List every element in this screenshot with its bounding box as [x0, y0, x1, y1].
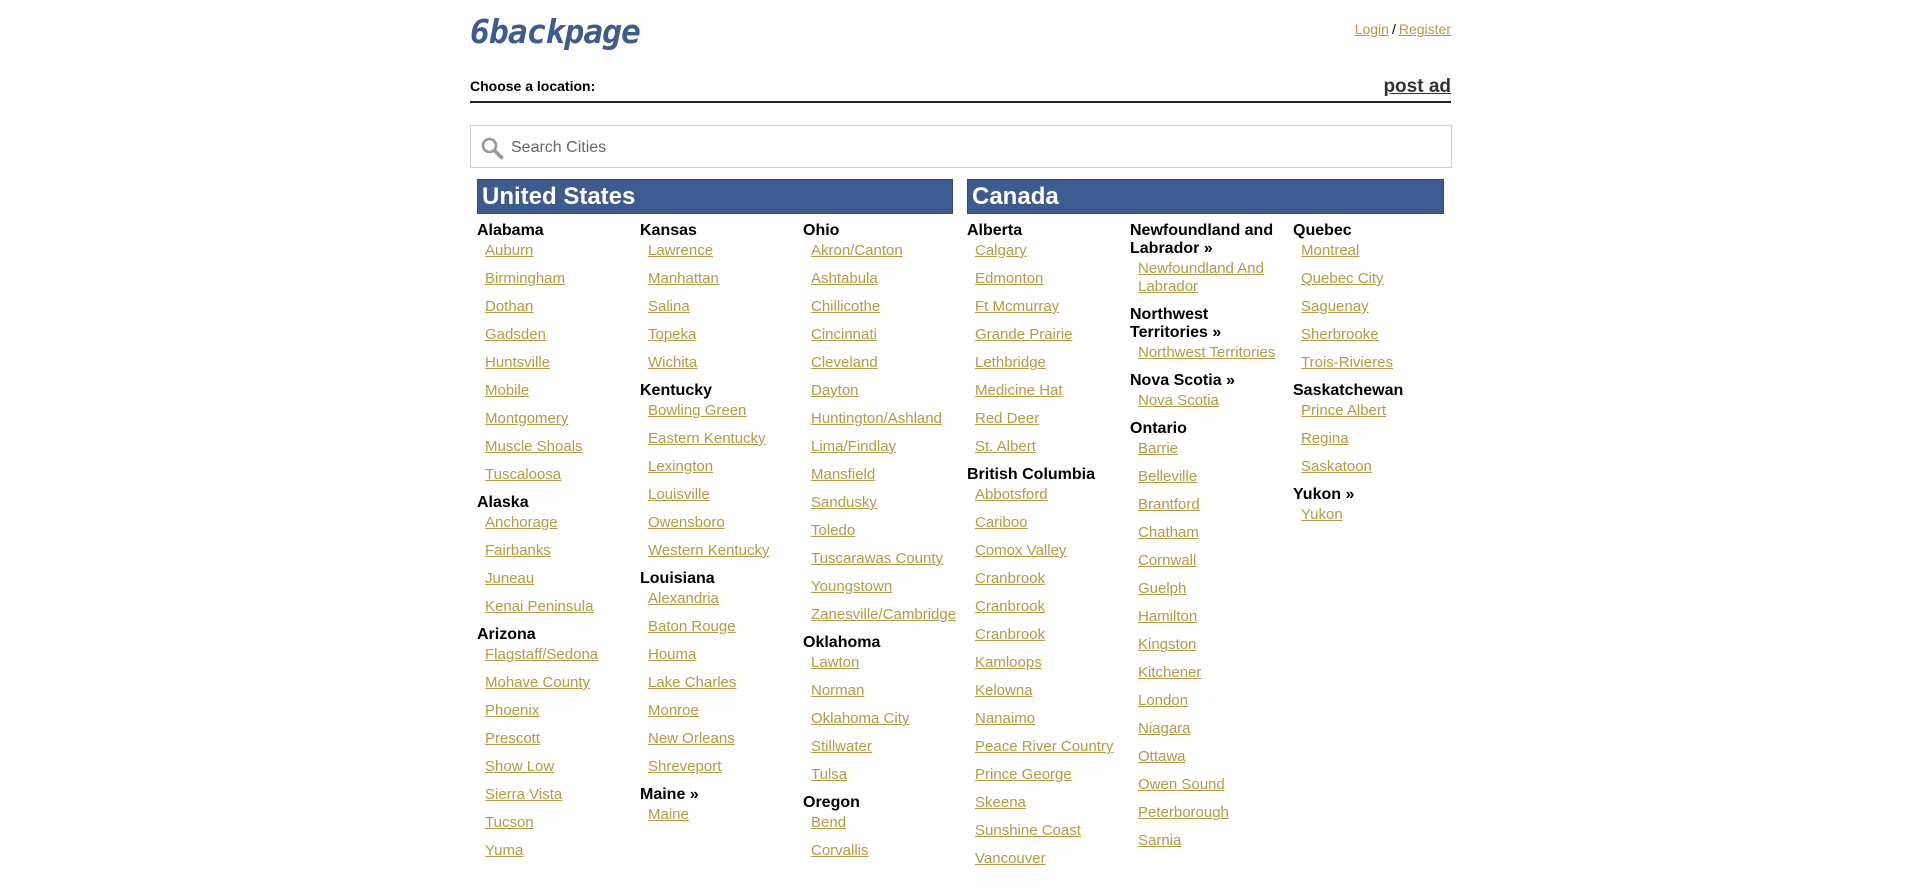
state-group — [1130, 222, 1290, 296]
city-list-item — [1301, 506, 1453, 524]
state-group — [1130, 372, 1290, 410]
city-list-item — [648, 354, 800, 372]
city-list-item — [648, 326, 800, 344]
city-list-item — [811, 298, 963, 316]
state-column-4 — [967, 222, 1127, 878]
city-list — [477, 514, 637, 616]
city-link[interactable]: Show Low — [485, 758, 555, 775]
city-list — [1293, 242, 1453, 372]
city-list-item — [811, 382, 963, 400]
state-heading: Oklahoma — [803, 634, 881, 651]
city-list-item — [1301, 326, 1453, 344]
city-link[interactable]: Youngstown — [811, 578, 893, 595]
city-list-item — [975, 738, 1127, 756]
city-list-item — [811, 438, 963, 456]
city-list — [640, 590, 800, 776]
state-column-2 — [640, 222, 800, 834]
city-link[interactable]: Skeena — [975, 794, 1026, 811]
city-list-item — [1138, 392, 1290, 410]
city-list — [640, 806, 800, 824]
city-link[interactable]: Peterborough — [1138, 804, 1229, 821]
city-link[interactable]: Owensboro — [648, 514, 725, 531]
city-list-item — [648, 430, 800, 448]
city-link[interactable]: Topeka — [648, 326, 697, 343]
city-link[interactable]: Norman — [811, 682, 865, 699]
city-list-item — [485, 354, 637, 372]
city-link[interactable]: Shreveport — [648, 758, 722, 775]
city-link[interactable]: Tulsa — [811, 766, 848, 783]
city-list-item — [975, 822, 1127, 840]
city-list-item — [485, 326, 637, 344]
city-list-item — [811, 354, 963, 372]
city-link[interactable]: Salina — [648, 298, 690, 315]
city-list-item — [1301, 270, 1453, 288]
city-list-item — [811, 410, 963, 428]
city-list-item — [975, 766, 1127, 784]
city-link[interactable]: Huntington/Ashland — [811, 410, 942, 427]
city-link[interactable]: Lawton — [811, 654, 860, 671]
city-list-item — [811, 522, 963, 540]
city-link[interactable]: Cranbrook — [975, 570, 1046, 587]
city-list-item — [485, 542, 637, 560]
city-link[interactable]: Chatham — [1138, 524, 1199, 541]
city-list-item — [1301, 242, 1453, 260]
city-list-item — [975, 682, 1127, 700]
city-list-item — [1301, 430, 1453, 448]
auth-separator: / — [1391, 21, 1396, 37]
state-heading: British Columbia — [967, 466, 1096, 483]
city-list-item — [485, 514, 637, 532]
city-link[interactable]: Vancouver — [975, 850, 1046, 867]
city-list-item — [648, 590, 800, 608]
city-list-item — [1138, 776, 1290, 794]
state-heading[interactable]: Newfoundland and Labrador » — [1130, 222, 1274, 257]
state-column-5 — [1130, 222, 1290, 860]
city-link[interactable]: Western Kentucky — [648, 542, 770, 559]
city-link[interactable]: Barrie — [1138, 440, 1179, 457]
city-link[interactable]: Northwest Territories — [1138, 344, 1276, 361]
city-list-item — [485, 382, 637, 400]
city-link[interactable]: Niagara — [1138, 720, 1191, 737]
city-link[interactable]: Newfoundland And Labrador — [1138, 260, 1264, 295]
city-list-item — [485, 242, 637, 260]
city-list — [1293, 506, 1453, 524]
city-link[interactable]: Baton Rouge — [648, 618, 736, 635]
city-link[interactable]: Mobile — [485, 382, 530, 399]
city-list — [803, 242, 963, 624]
state-heading: Kansas — [640, 222, 697, 239]
city-link[interactable]: Trois-Rivieres — [1301, 354, 1393, 371]
state-heading: Alaska — [477, 494, 529, 511]
city-list-item — [811, 326, 963, 344]
city-link[interactable]: Cranbrook — [975, 598, 1046, 615]
register-link[interactable]: Register — [1398, 21, 1451, 37]
state-group — [1293, 382, 1453, 476]
city-list-item — [975, 514, 1127, 532]
state-group — [477, 626, 637, 860]
city-link[interactable]: Medicine Hat — [975, 382, 1063, 399]
city-list-item — [648, 674, 800, 692]
state-heading[interactable]: Maine » — [640, 786, 699, 803]
state-group — [967, 466, 1127, 868]
city-link[interactable]: Sierra Vista — [485, 786, 563, 803]
city-list — [803, 814, 963, 860]
city-list-item — [648, 646, 800, 664]
state-heading: Arizona — [477, 626, 536, 643]
city-list-item — [485, 702, 637, 720]
city-link[interactable]: Chillicothe — [811, 298, 881, 315]
state-heading[interactable]: Yukon » — [1293, 486, 1355, 503]
state-group — [477, 222, 637, 484]
state-heading[interactable]: Nova Scotia » — [1130, 372, 1235, 389]
city-link[interactable]: Muscle Shoals — [485, 438, 583, 455]
state-group — [1293, 486, 1453, 524]
city-list-item — [1138, 832, 1290, 850]
city-link[interactable]: Kingston — [1138, 636, 1197, 653]
city-list-item — [811, 466, 963, 484]
city-link[interactable]: Lethbridge — [975, 354, 1046, 371]
city-list-item — [811, 550, 963, 568]
city-list-item — [975, 438, 1127, 456]
city-link[interactable]: Auburn — [485, 242, 534, 259]
state-group — [640, 786, 800, 824]
city-link[interactable]: Dothan — [485, 298, 534, 315]
city-list-item — [1301, 354, 1453, 372]
city-list-item — [648, 402, 800, 420]
city-link[interactable]: Stillwater — [811, 738, 872, 755]
city-link[interactable]: Maine — [648, 806, 689, 823]
city-link[interactable]: Lima/Findlay — [811, 438, 897, 455]
city-list — [640, 402, 800, 560]
city-list-item — [811, 654, 963, 672]
city-list-item — [811, 606, 963, 624]
city-link[interactable]: Kelowna — [975, 682, 1033, 699]
city-list-item — [1138, 496, 1290, 514]
state-heading: Kentucky — [640, 382, 713, 399]
state-heading: Alberta — [967, 222, 1023, 239]
city-list-item — [811, 682, 963, 700]
city-list-item — [1138, 552, 1290, 570]
city-list — [1293, 402, 1453, 476]
city-link[interactable]: Abbotsford — [975, 486, 1048, 503]
city-list-item — [485, 674, 637, 692]
city-list-item — [975, 850, 1127, 868]
city-list — [640, 242, 800, 372]
city-list-item — [485, 466, 637, 484]
city-link[interactable]: Cornwall — [1138, 552, 1197, 569]
state-group — [1130, 306, 1290, 362]
city-link[interactable]: Montreal — [1301, 242, 1360, 259]
post-ad-link[interactable]: post ad — [1383, 76, 1451, 97]
city-list-item — [1138, 636, 1290, 654]
region-banner-canada: Canada — [967, 179, 1444, 214]
site-logo[interactable]: 6backpage — [470, 12, 640, 51]
city-link[interactable]: Montgomery — [485, 410, 569, 427]
city-link[interactable]: Houma — [648, 646, 697, 663]
city-list-item — [485, 646, 637, 664]
city-link[interactable]: Dayton — [811, 382, 859, 399]
header-divider — [470, 101, 1451, 103]
city-list-item — [975, 326, 1127, 344]
city-list-item — [1138, 664, 1290, 682]
state-group — [967, 222, 1127, 456]
city-list-item — [975, 570, 1127, 588]
city-link[interactable]: Eastern Kentucky — [648, 430, 766, 447]
city-list-item — [811, 766, 963, 784]
city-link[interactable]: Brantford — [1138, 496, 1200, 513]
city-list-item — [648, 298, 800, 316]
city-link[interactable]: Nanaimo — [975, 710, 1036, 727]
state-column-1 — [477, 222, 637, 870]
city-link[interactable]: Sandusky — [811, 494, 877, 511]
city-link[interactable]: Cleveland — [811, 354, 878, 371]
city-link[interactable]: Prescott — [485, 730, 541, 747]
city-list-item — [485, 438, 637, 456]
city-link[interactable]: Tuscarawas County — [811, 550, 943, 567]
city-link[interactable]: Monroe — [648, 702, 699, 719]
state-group — [640, 570, 800, 776]
city-list-item — [975, 354, 1127, 372]
city-list-item — [975, 626, 1127, 644]
city-link[interactable]: Bend — [811, 814, 847, 831]
city-list-item — [485, 598, 637, 616]
city-list-item — [811, 494, 963, 512]
state-heading: Ontario — [1130, 420, 1187, 437]
city-list-item — [485, 410, 637, 428]
state-column-3 — [803, 222, 963, 870]
city-list-item — [975, 382, 1127, 400]
city-link[interactable]: New Orleans — [648, 730, 735, 747]
state-group — [640, 382, 800, 560]
city-link[interactable]: Guelph — [1138, 580, 1187, 597]
city-list-item — [975, 710, 1127, 728]
city-link[interactable]: Wichita — [648, 354, 698, 371]
state-group — [803, 794, 963, 860]
city-link[interactable]: Mohave County — [485, 674, 591, 691]
city-link[interactable]: Toledo — [811, 522, 856, 539]
city-list-item — [1138, 608, 1290, 626]
city-list-item — [975, 270, 1127, 288]
city-link[interactable]: Quebec City — [1301, 270, 1384, 287]
city-list-item — [1138, 804, 1290, 822]
city-link[interactable]: Cariboo — [975, 514, 1028, 531]
city-link[interactable]: Huntsville — [485, 354, 551, 371]
state-heading: Alabama — [477, 222, 544, 239]
city-list-item — [975, 598, 1127, 616]
state-heading: Oregon — [803, 794, 860, 811]
city-link[interactable]: Calgary — [975, 242, 1027, 259]
city-link[interactable]: Alexandria — [648, 590, 719, 607]
city-list-item — [1138, 720, 1290, 738]
city-link[interactable]: Juneau — [485, 570, 535, 587]
city-list-item — [485, 842, 637, 860]
city-list-item — [811, 270, 963, 288]
city-link[interactable]: Regina — [1301, 430, 1349, 447]
city-link[interactable]: Kenai Peninsula — [485, 598, 594, 615]
choose-location-label: Choose a location: — [470, 78, 596, 94]
city-list-item — [648, 486, 800, 504]
city-link[interactable]: Saguenay — [1301, 298, 1369, 315]
city-link[interactable]: Oklahoma City — [811, 710, 910, 727]
city-list-item — [485, 730, 637, 748]
city-link[interactable]: Sarnia — [1138, 832, 1182, 849]
city-list-item — [648, 702, 800, 720]
city-link[interactable]: Ashtabula — [811, 270, 878, 287]
city-list-item — [811, 738, 963, 756]
state-group — [640, 222, 800, 372]
city-list — [477, 242, 637, 484]
city-link[interactable]: Yuma — [485, 842, 524, 859]
city-link[interactable]: Ft Mcmurray — [975, 298, 1060, 315]
state-heading[interactable]: Northwest Territories » — [1130, 306, 1222, 341]
city-link[interactable]: Cranbrook — [975, 626, 1046, 643]
city-link[interactable]: Prince George — [975, 766, 1072, 783]
city-list-item — [648, 730, 800, 748]
city-link[interactable]: Manhattan — [648, 270, 719, 287]
city-link[interactable]: Grande Prairie — [975, 326, 1073, 343]
state-group — [1293, 222, 1453, 372]
city-list-item — [1138, 440, 1290, 458]
city-link[interactable]: Ottawa — [1138, 748, 1186, 765]
city-list-item — [485, 814, 637, 832]
city-link[interactable]: Edmonton — [975, 270, 1044, 287]
city-list — [1130, 440, 1290, 850]
city-link[interactable]: Saskatoon — [1301, 458, 1372, 475]
city-link[interactable]: Fairbanks — [485, 542, 551, 559]
city-list-item — [811, 242, 963, 260]
city-list-item — [975, 298, 1127, 316]
city-list-item — [811, 710, 963, 728]
city-link[interactable]: Comox Valley — [975, 542, 1067, 559]
city-link[interactable]: Prince Albert — [1301, 402, 1387, 419]
city-list — [1130, 260, 1290, 296]
city-list-item — [811, 842, 963, 860]
city-list-item — [648, 618, 800, 636]
city-list-item — [485, 786, 637, 804]
city-list-item — [648, 758, 800, 776]
city-list-item — [1138, 580, 1290, 598]
city-link[interactable]: Mansfield — [811, 466, 876, 483]
city-link[interactable]: Lexington — [648, 458, 714, 475]
city-link[interactable]: Belleville — [1138, 468, 1198, 485]
city-link[interactable]: Louisville — [648, 486, 710, 503]
city-list-item — [1138, 692, 1290, 710]
city-list — [477, 646, 637, 860]
city-list-item — [485, 298, 637, 316]
city-link[interactable]: Flagstaff/Sedona — [485, 646, 599, 663]
state-group — [477, 494, 637, 616]
city-link[interactable]: Anchorage — [485, 514, 558, 531]
city-list — [967, 486, 1127, 868]
city-list-item — [1138, 344, 1290, 362]
state-heading: Quebec — [1293, 222, 1352, 239]
search-box — [470, 125, 1452, 168]
city-list — [1130, 344, 1290, 362]
city-link[interactable]: Bowling Green — [648, 402, 747, 419]
city-link[interactable]: Tucson — [485, 814, 534, 831]
city-link[interactable]: Cincinnati — [811, 326, 877, 343]
city-list-item — [485, 270, 637, 288]
city-link[interactable]: Hamilton — [1138, 608, 1198, 625]
city-link[interactable]: Phoenix — [485, 702, 540, 719]
city-list-item — [811, 578, 963, 596]
city-list-item — [1301, 402, 1453, 420]
state-column-6 — [1293, 222, 1453, 534]
city-list-item — [1138, 468, 1290, 486]
city-list-item — [1138, 748, 1290, 766]
city-link[interactable]: Birmingham — [485, 270, 566, 287]
state-heading: Ohio — [803, 222, 840, 239]
search-icon — [480, 136, 504, 160]
search-cities-input[interactable] — [509, 126, 1443, 169]
login-link[interactable]: Login — [1354, 21, 1389, 37]
city-list — [967, 242, 1127, 456]
city-list-item — [975, 486, 1127, 504]
city-list-item — [811, 814, 963, 832]
city-list-item — [648, 514, 800, 532]
state-heading: Louisiana — [640, 570, 715, 587]
city-link[interactable]: Sherbrooke — [1301, 326, 1379, 343]
city-list-item — [648, 806, 800, 824]
city-list-item — [648, 542, 800, 560]
city-list-item — [648, 242, 800, 260]
state-group — [803, 222, 963, 624]
city-link[interactable]: Owen Sound — [1138, 776, 1225, 793]
city-link[interactable]: Kamloops — [975, 654, 1042, 671]
city-link[interactable]: Peace River Country — [975, 738, 1114, 755]
city-link[interactable]: Zanesville/Cambridge — [811, 606, 957, 623]
city-list-item — [1301, 458, 1453, 476]
city-link[interactable]: Gadsden — [485, 326, 546, 343]
city-list-item — [648, 270, 800, 288]
city-link[interactable]: St. Albert — [975, 438, 1036, 455]
city-list-item — [485, 758, 637, 776]
city-list-item — [975, 242, 1127, 260]
city-link[interactable]: Kitchener — [1138, 664, 1202, 681]
state-heading: Saskatchewan — [1293, 382, 1404, 399]
city-link[interactable]: Red Deer — [975, 410, 1040, 427]
city-list-item — [975, 794, 1127, 812]
city-list-item — [485, 570, 637, 588]
city-list-item — [975, 542, 1127, 560]
city-link[interactable]: Corvallis — [811, 842, 869, 859]
city-list — [803, 654, 963, 784]
city-list-item — [1301, 298, 1453, 316]
city-link[interactable]: Lawrence — [648, 242, 714, 259]
city-link[interactable]: Nova Scotia — [1138, 392, 1219, 409]
city-list-item — [1138, 524, 1290, 542]
auth-links — [1355, 21, 1451, 37]
city-list-item — [1138, 260, 1290, 296]
city-list-item — [975, 654, 1127, 672]
city-link[interactable]: Tuscaloosa — [485, 466, 562, 483]
region-banner-us: United States — [477, 179, 953, 214]
city-link[interactable]: Yukon — [1301, 506, 1343, 523]
city-list — [1130, 392, 1290, 410]
city-link[interactable]: Akron/Canton — [811, 242, 903, 259]
city-link[interactable]: Lake Charles — [648, 674, 737, 691]
city-list-item — [648, 458, 800, 476]
state-group — [1130, 420, 1290, 850]
city-link[interactable]: Sunshine Coast — [975, 822, 1081, 839]
city-link[interactable]: London — [1138, 692, 1189, 709]
state-group — [803, 634, 963, 784]
city-list-item — [975, 410, 1127, 428]
